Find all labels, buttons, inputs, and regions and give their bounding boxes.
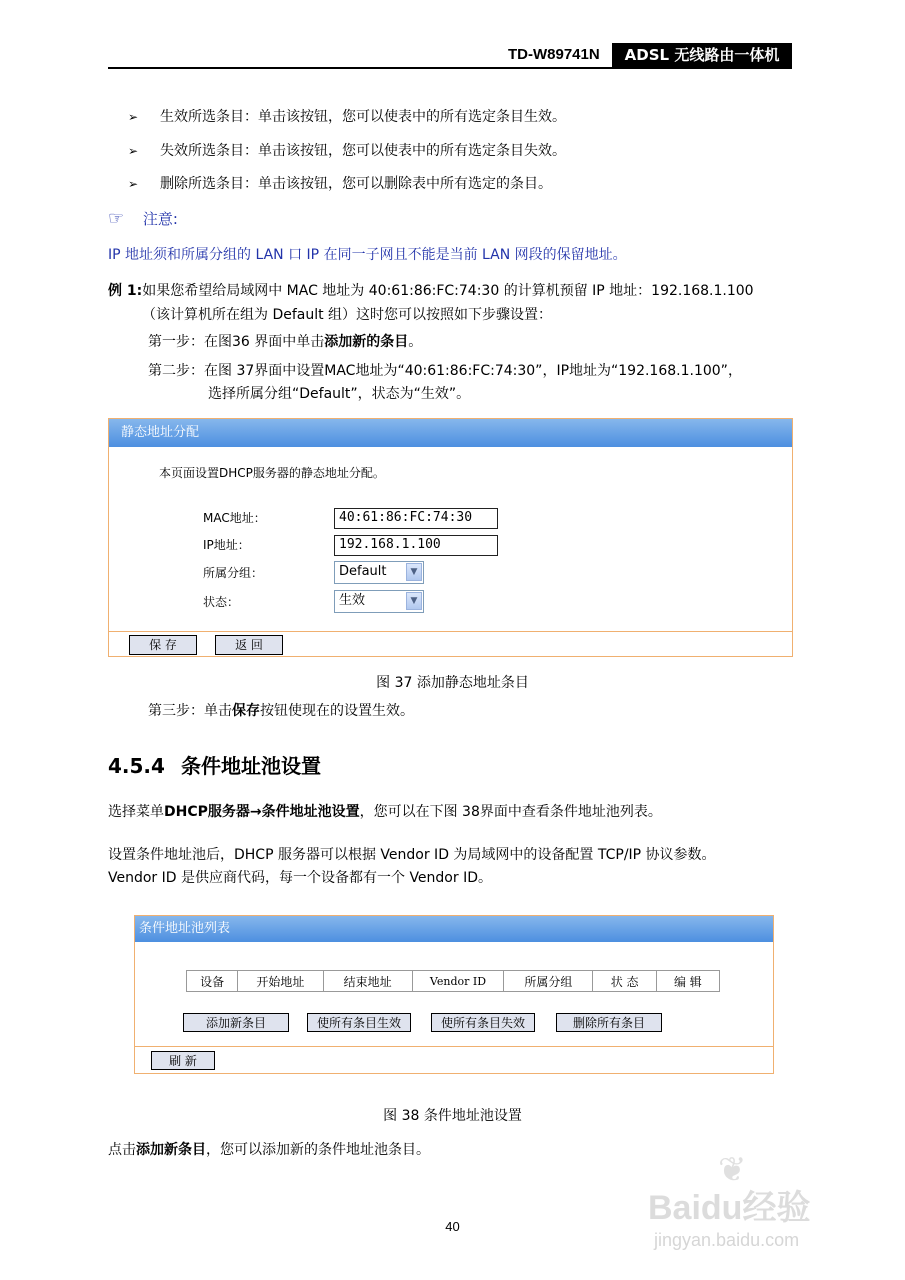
mac-label: MAC地址：: [203, 511, 266, 525]
save-button[interactable]: 保 存: [129, 635, 197, 655]
enable-all-button[interactable]: 使所有条目生效: [307, 1013, 411, 1032]
baidu-watermark: [648, 1150, 858, 1260]
section-heading: [108, 752, 321, 780]
bullet-item: [128, 107, 566, 127]
pointing-hand-icon: ☞: [108, 208, 125, 229]
page-number: 40: [445, 1219, 460, 1234]
col-group: 所属分组: [504, 971, 593, 992]
panel-description: 本页面设置DHCP服务器的静态地址分配。: [159, 466, 385, 480]
para-2-line-1: 设置条件地址池后，DHCP 服务器可以根据 Vendor ID 为局域网中的设备配置 TCP/IP 协议参数。: [108, 847, 716, 863]
bullet-text: 生效所选条目：单击该按钮，您可以使表中的所有选定条目生效。: [160, 109, 566, 125]
table-header-row: [187, 971, 720, 992]
bullet-item: [128, 141, 566, 161]
para-1: [108, 802, 662, 822]
figure-37-caption: 图 37 添加静态地址条目: [376, 675, 529, 691]
col-status: 状 态: [593, 971, 656, 992]
watermark-url: jingyan.baidu.com: [654, 1230, 800, 1250]
bullet-item: [128, 174, 552, 194]
panel-footer: [135, 1046, 773, 1073]
group-select-value: Default: [339, 564, 387, 579]
group-select[interactable]: [334, 561, 424, 584]
disable-all-button[interactable]: 使所有条目失效: [431, 1013, 535, 1032]
header-title: ADSL 无线路由一体机: [612, 43, 792, 67]
bullet-arrow-icon: ➢: [128, 144, 139, 158]
condition-pool-panel: [134, 915, 774, 1074]
final-text: 点击: [108, 1142, 136, 1158]
panel-title: 条件地址池列表: [135, 916, 773, 942]
final-bold: 添加新条目: [136, 1142, 206, 1158]
status-select-value: 生效: [339, 593, 366, 608]
chevron-down-icon[interactable]: ▼: [406, 563, 422, 581]
col-start-address: 开始地址: [238, 971, 323, 992]
section-title: 条件地址池设置: [180, 754, 321, 778]
back-button[interactable]: 返 回: [215, 635, 283, 655]
col-edit: 编 辑: [656, 971, 719, 992]
step-1-text: 第一步：在图36 界面中单击: [148, 334, 325, 350]
example-label: 例 1:: [108, 283, 143, 299]
final-end: ，您可以添加新的条件地址池条目。: [206, 1142, 430, 1158]
ip-input[interactable]: 192.168.1.100: [334, 535, 498, 556]
para-2-line-2: Vendor ID 是供应商代码，每一个设备都有一个 Vendor ID。: [108, 870, 492, 886]
mac-input[interactable]: 40:61:86:FC:74:30: [334, 508, 498, 529]
status-label: 状态：: [203, 595, 240, 609]
col-vendor-id: Vendor ID: [412, 971, 503, 992]
delete-all-button[interactable]: 删除所有条目: [556, 1013, 662, 1032]
ip-label: IP地址：: [203, 538, 250, 552]
step-1-bold: 添加新的条目: [324, 334, 409, 350]
example-line-1: [108, 281, 754, 301]
step-3: [148, 701, 414, 721]
step-3-end: 按钮使现在的设置生效。: [260, 703, 414, 719]
figure-38-caption: 图 38 条件地址池设置: [383, 1108, 522, 1124]
bullet-text: 删除所选条目：单击该按钮，您可以删除表中所有选定的条目。: [160, 176, 552, 192]
chevron-down-icon[interactable]: ▼: [406, 592, 422, 610]
bullet-arrow-icon: ➢: [128, 177, 139, 191]
group-label: 所属分组：: [203, 566, 264, 580]
static-address-panel: [108, 418, 793, 657]
header-rule: [108, 67, 792, 69]
step-2-line-1: 第二步：在图 37界面中设置MAC地址为“40:61:86:FC:74:30”，IP地址为“192.168.1.100”，: [148, 363, 742, 379]
paw-icon: ❦: [718, 1150, 747, 1190]
col-device: 设备: [187, 971, 238, 992]
header-model: TD-W89741N: [508, 46, 600, 63]
example-line-2: （该计算机所在组为 Default 组）这时您可以按照如下步骤设置：: [142, 307, 553, 323]
section-number: 4.5.4: [108, 754, 165, 778]
para-1-end: ，您可以在下图 38界面中查看条件地址池列表。: [359, 804, 662, 820]
panel-title: 静态地址分配: [109, 419, 792, 447]
refresh-button[interactable]: 刷 新: [151, 1051, 215, 1070]
col-end-address: 结束地址: [323, 971, 412, 992]
para-1-text: 选择菜单: [108, 804, 164, 820]
bullet-arrow-icon: ➢: [128, 110, 139, 124]
bullet-text: 失效所选条目：单击该按钮，您可以使表中的所有选定条目失效。: [160, 143, 566, 159]
note-label: 注意:: [142, 210, 178, 228]
para-1-bold: DHCP服务器→条件地址池设置: [164, 804, 360, 820]
step-2-line-2: 选择所属分组“Default”，状态为“生效”。: [208, 386, 471, 402]
final-line: [108, 1140, 430, 1160]
condition-pool-table: [186, 970, 720, 992]
add-new-entry-button[interactable]: 添加新条目: [183, 1013, 289, 1032]
panel-footer: [109, 631, 792, 656]
step-1: [148, 332, 422, 352]
step-3-text: 第三步：单击: [148, 703, 232, 719]
step-3-bold: 保存: [232, 703, 260, 719]
note-text: IP 地址须和所属分组的 LAN 口 IP 在同一子网且不能是当前 LAN 网段的保留地址。: [108, 247, 627, 263]
status-select[interactable]: [334, 590, 424, 613]
step-1-end: 。: [408, 334, 423, 350]
watermark-brand: Baidu经验: [648, 1189, 811, 1227]
note-heading: [108, 209, 178, 229]
example-text: 如果您希望给局域网中 MAC 地址为 40:61:86:FC:74:30 的计算机预留 IP 地址：192.168.1.100: [142, 283, 754, 299]
